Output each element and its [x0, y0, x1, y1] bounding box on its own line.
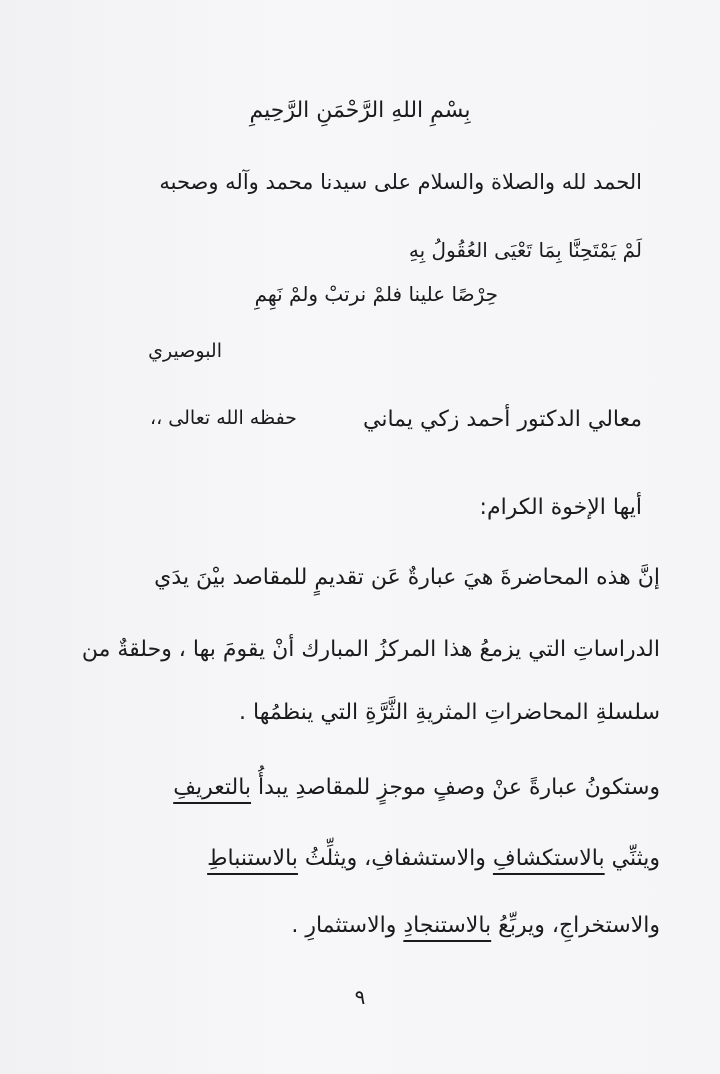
underlined-term-istinjad: بالاستنجادِ	[403, 913, 492, 938]
poem-verse-line-2: حِرْصًا علينا فلمْ نرتبْ ولمْ نَهِمِ	[254, 282, 498, 306]
line-5-text-b: والاستشفافِ، ويثلِّثُ	[297, 846, 493, 871]
poet-name: البوصيري	[148, 340, 222, 362]
line-4-text: وستكونُ عبارةً عنْ وصفٍ موجزٍ للمقاصدِ يبدأُ	[251, 775, 660, 800]
page-number: ٩	[354, 985, 366, 1009]
addressee-blessing: حفظه الله تعالى ،،	[150, 407, 297, 429]
basmala: بِسْمِ اللهِ الرَّحْمَنِ الرَّحِيمِ	[249, 98, 471, 123]
paragraph-line-6	[291, 913, 660, 939]
line-5-text-a: ويثنِّي	[604, 846, 660, 871]
line-6-text-a: والاستخراجِ، ويربِّعُ	[491, 913, 660, 938]
underlined-term-istinbat: بالاستنباطِ	[207, 846, 298, 871]
addressee-name: معالي الدكتور أحمد زكي يماني	[363, 407, 642, 432]
underlined-term-tarif: بالتعريفِ	[173, 775, 252, 800]
paragraph-line-4	[173, 775, 660, 801]
opening-praise: الحمد لله والصلاة والسلام على سيدنا محمد وآله وصحبه	[159, 170, 642, 194]
greeting: أيها الإخوة الكرام:	[479, 495, 642, 520]
underlined-term-istikshaf: بالاستكشافِ	[492, 846, 605, 871]
paragraph-line-3: سلسلةِ المحاضراتِ المثريةِ الثَّرَّةِ التي ينظمُها .	[239, 700, 660, 725]
paragraph-line-1: إنَّ هذه المحاضرةَ هيَ عبارةٌ عَن تقديمٍ للمقاصد بيْنَ يدَي	[154, 565, 660, 590]
poem-verse-line-1: لَمْ يَمْتَحِنَّا بِمَا تَعْيَى العُقُولُ بِهِ	[408, 238, 642, 262]
line-6-text-b: والاستثمارِ .	[291, 913, 404, 938]
paragraph-line-2: الدراساتِ التي يزمعُ هذا المركزُ المبارك أنْ يقومَ بها ، وحلقةٌ من	[81, 637, 660, 662]
paragraph-line-5	[207, 846, 660, 872]
